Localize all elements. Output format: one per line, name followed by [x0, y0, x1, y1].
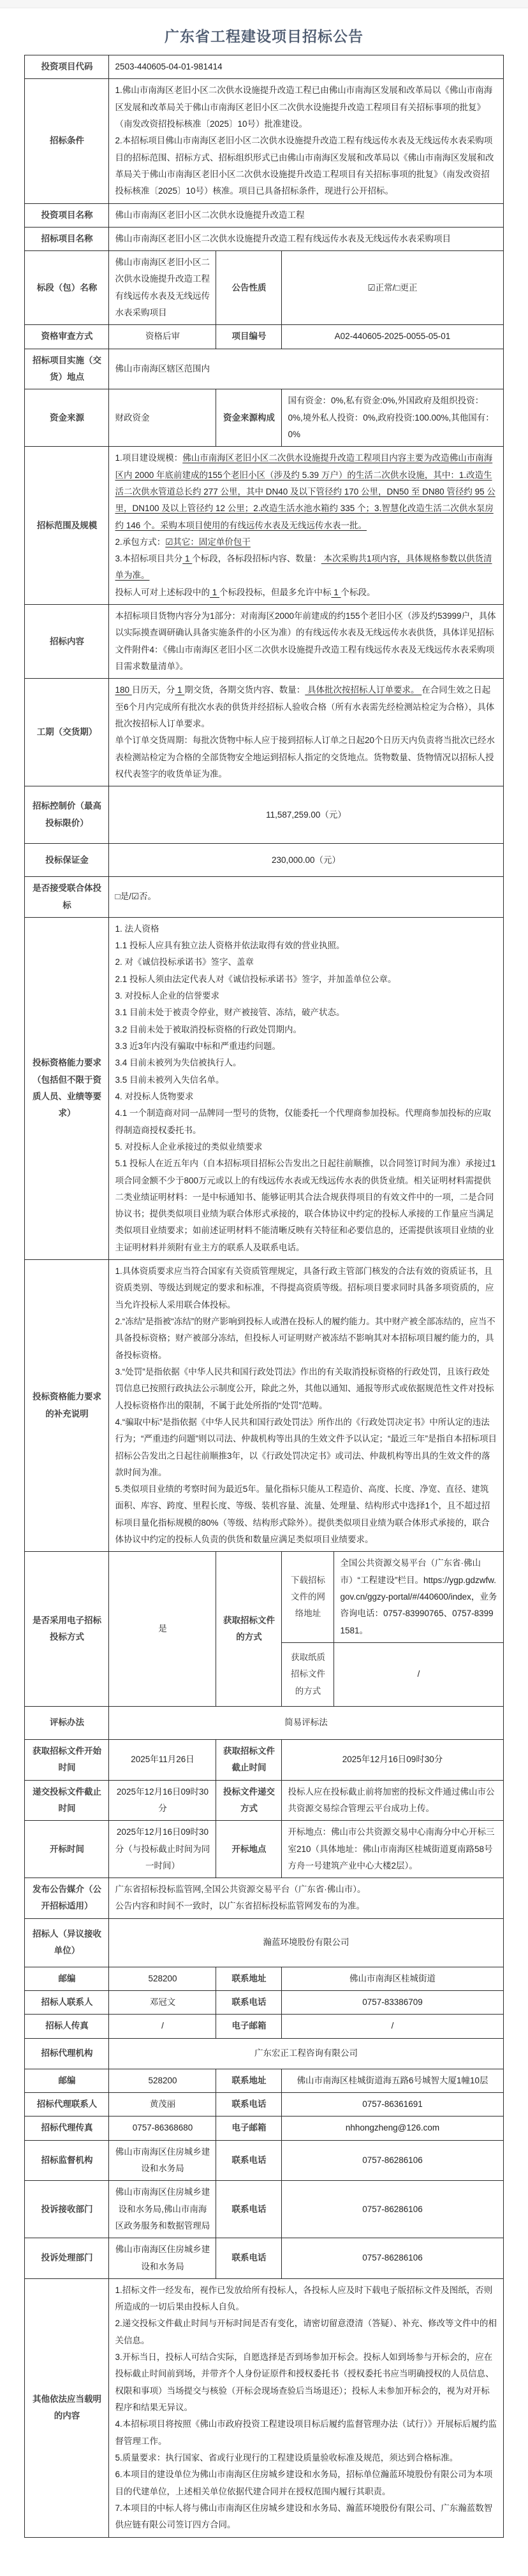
qualification-supplement-label: 投标资格能力要求的补充说明	[25, 1260, 109, 1552]
tender-project-name-label: 招标项目名称	[25, 227, 109, 250]
other-content-label: 其他依法应当载明的内容	[25, 2278, 109, 2537]
complaint-receiving-value: 佛山市南海区住房城乡建设和水务局,佛山市南海区政务服务和数据管理局	[109, 2181, 216, 2238]
obtain-end-label: 获取招标文件截止时间	[216, 1739, 282, 1780]
paragraph: 1.佛山市南海区老旧小区二次供水设施提升改造工程已由佛山市南海区发展和改革局以《佛山市南海区发展和改革局关于佛山市南海区老旧小区二次供水设施提升改造工程项目有关招标事项的批复》（南发改资招投标核准〔2025〕10号）批准建设。	[115, 85, 493, 129]
evaluation-value: 简易评标法	[109, 1706, 503, 1739]
paragraph: 本招标项目货物内容分为1部分：对南海区2000年前建成的约155个老旧小区（涉及约53999户，具体以实际摸查调研确认具备实施条件的小区为准）的有线远传水表及无线远传水表供货，具体详见招标文件附件4：《佛山市南海区老旧小区二次供水设施提升改造工程有线远传水表及无线远传水表采购项目需求数量清单》。	[115, 611, 496, 671]
paragraph: 单个订单交货周期：每批次货物中标人应于接到招标人订单之日起20个日历天内负责将当批次已经水表检测站检定为合格的全部货物安全地运到招标人指定的交货地点。货物数量、货物情况以招标人授权代表签字的收货单证为准。	[115, 735, 495, 779]
tenderer-fax-label: 招标人传真	[25, 2015, 109, 2038]
row-tender-content	[25, 605, 503, 679]
project-number-value: A02-440605-2025-0055-05-01	[282, 325, 503, 349]
row-tenderer-contact	[25, 1991, 503, 2015]
media-label: 发布公告媒介（公开招标适用）	[25, 1878, 109, 1919]
agency-value: 广东宏正工程咨询有限公司	[109, 2038, 503, 2069]
paragraph: 4. 对投标人货物要求	[115, 1091, 194, 1101]
duration-label: 工期（交货期）	[25, 679, 109, 786]
tenderer-phone-label: 联系电话	[216, 1991, 282, 2015]
paragraph: 3.3 近3年内没有骗取中标和严重违约问题。	[115, 1041, 281, 1051]
row-other-content	[25, 2278, 503, 2537]
scope-value	[109, 447, 503, 605]
row-duration	[25, 679, 503, 786]
row-evaluation	[25, 1706, 503, 1739]
opening-time-value: 2025年12月16日09时30分（与投标截止时间为同一时间）	[109, 1821, 216, 1878]
consortium-value: □是/☑否。	[109, 877, 503, 918]
paragraph: 5.质量要求：执行国家、省或行业现行的工程建设质量验收标准及规范，须达到合格标准。	[115, 2452, 458, 2463]
agency-postcode-value: 528200	[109, 2069, 216, 2092]
tender-content-value	[109, 605, 503, 679]
row-tenderer-post	[25, 1967, 503, 1990]
submit-method-value: 投标人应在投标截止前将加密的投标文件通过佛山市公共资源交易综合管理云平台成功上传。	[282, 1780, 503, 1821]
row-tender-conditions	[25, 79, 503, 203]
paragraph: 3.开标当日，投标人可结合实际，自愿选择是否到场参加开标会。投标人如到场参与开标会的，应在投标截止时间前到场，并带齐个人身份证原件和授权委托书（授权委托书应当明确授权的人员信息、权限和事项）当场提交与核验（开标会现场查验后当场退还）；投标人未参加开标会的，视为对开标程序和结果无异议。	[115, 2352, 494, 2412]
paragraph: 3.“处罚”是指依据《中华人民共和国行政处罚法》作出的有关取消投标资格的行政处罚，且该行政处罚信息已按照行政执法公示制度公开，除此之外，其他以通知、通报等形式或依据规范性文件对投标人投标资格作出的限制，不属于此处所指的“处罚”范畴。	[115, 1366, 494, 1410]
complaint-handling-phone-label: 联系电话	[216, 2238, 282, 2279]
row-control-price	[25, 786, 503, 844]
paragraph: 3.1 目前未处于被责令停业，财产被接管、冻结，破产状态。	[115, 1008, 345, 1018]
row-agency-contact	[25, 2093, 503, 2117]
delivery-place-label: 招标项目实施（交货）地点	[25, 349, 109, 389]
tender-project-name-value: 佛山市南海区老旧小区二次供水设施提升改造工程有线远传水表及无线远传水表采购项目	[109, 227, 503, 250]
tenderer-phone-value: 0757-83386709	[282, 1991, 503, 2015]
tenderer-postcode-value: 528200	[109, 1967, 216, 1990]
qualification-req-value	[109, 917, 503, 1259]
paragraph: 广东省招标投标监管网,全国公共资源交易平台（广东省·佛山市）。	[115, 1885, 366, 1895]
bid-bond-value: 230,000.00（元）	[109, 844, 503, 877]
row-invest-project-name	[25, 203, 503, 227]
opening-place-value: 开标地点：佛山市公共资源交易中心南海分中心开标三室210（具体地址：佛山市南海区桂城街道夏南路58号方舟一号建筑产业中心大楼2层）。	[282, 1821, 503, 1878]
paragraph: 投标人可对上述标段中的 1 个标段投标，但最多允许中标 1 个标段。	[115, 587, 376, 597]
page-title: 广东省工程建设项目招标公告	[165, 28, 363, 45]
project-number-label: 项目编号	[216, 325, 282, 349]
row-submit-deadline	[25, 1780, 503, 1821]
tenderer-email-label: 电子邮箱	[216, 2015, 282, 2038]
qualification-req-label: 投标资格能力要求（包括但不限于资质人员、业绩等要求）	[25, 917, 109, 1259]
complaint-receiving-label: 投诉接收部门	[25, 2181, 109, 2238]
notice-nature-label: 公告性质	[216, 251, 282, 325]
row-consortium	[25, 877, 503, 918]
fund-composition-value: 国有资金：0%,私有资金:0%,外国政府及组织投资：0%,境外私人投资：0%,政府投资:100.00%,其他国有：0%	[282, 389, 503, 447]
duration-value	[109, 679, 503, 786]
row-tenderer-fax	[25, 2015, 503, 2038]
row-qualification-req	[25, 917, 503, 1259]
row-tender-project-name	[25, 227, 503, 250]
paragraph: 4.“骗取中标”是指依据《中华人民共和国行政处罚法》所作出的《行政处罚决定书》中所认定的违法行为；“严重违约问题”则以司法、仲裁机构等出具的生效文件予以认定；“最近三年”是指自本招标项目招标公告发出之日起往前顺推3年，以《行政处罚决定书》或司法、仲裁机构等出具的生效文件的落款时间为准。	[115, 1417, 497, 1477]
paragraph: 5.类似项目业绩的考察时间为最近5年。量化指标只能从工程造价、高度、长度、净宽、直径、建筑面积、库容、跨度、里程长度、等级、装机容量、流量、处理量、结构形式中选择1个，且不超过招标项目量化指标规模的80%（等级、结构形式除外）。提供类似项目业绩为联合体形式承接的，联合体协议中约定的投标人负责的供货和数量应满足类似项目业绩要求。	[115, 1484, 490, 1545]
agency-address-value: 佛山市南海区桂城街道海五路6号城智大厦1幢10层	[282, 2069, 503, 2092]
fund-source-label: 资金来源	[25, 389, 109, 447]
paragraph: 1. 法人资格	[115, 923, 159, 934]
tenderer-contact-label: 招标人联系人	[25, 1991, 109, 2015]
consortium-label: 是否接受联合体投标	[25, 877, 109, 918]
agency-label: 招标代理机构	[25, 2038, 109, 2069]
row-scope	[25, 447, 503, 605]
download-address-label: 下载招标文件的网络地址	[282, 1552, 334, 1643]
submit-deadline-label: 递交投标文件截止时间	[25, 1780, 109, 1821]
row-project-code	[25, 55, 503, 79]
row-tenderer	[25, 1918, 503, 1967]
paragraph: 2. 对《诚信投标承诺书》签字、盖章	[115, 957, 254, 967]
row-agency-fax	[25, 2117, 503, 2140]
tenderer-label: 招标人（异议接收单位）	[25, 1918, 109, 1967]
complaint-handling-phone-value: 0757-86286106	[282, 2238, 503, 2279]
tenderer-postcode-label: 邮编	[25, 1967, 109, 1990]
agency-address-label: 联系地址	[216, 2069, 282, 2092]
supervisor-phone-value: 0757-86286106	[282, 2140, 503, 2181]
paragraph: 1.项目建设规模：佛山市南海区老旧小区二次供水设施提升改造工程项目内容主要为改造佛山市南海区内 2000 年底前建成的155个老旧小区（涉及约 5.39 万户）的生活二次供水设施，其中：1.改造生活二次供水管道总长约 277 公里，其中 DN40 及以下管径约 170 公里，DN50 至 DN80 管径约 95 公里，DN100 及以上管径约 12 公里；2.改造生活水池水箱约 335 个；3.智慧化改造生活二次供水泵房约 146 个。采购本项目使用的有线远传水表及无线远传水表一批。	[115, 453, 495, 530]
row-bid-bond	[25, 844, 503, 877]
obtain-start-label: 获取招标文件开始时间	[25, 1739, 109, 1780]
e-bidding-value: 是	[109, 1552, 216, 1707]
row-media	[25, 1878, 503, 1919]
complaint-handling-value: 佛山市南海区住房城乡建设和水务局	[109, 2238, 216, 2279]
tender-conditions-value	[109, 79, 503, 203]
paper-method-value: /	[334, 1642, 503, 1706]
agency-email-value: nhhongzheng@126.com	[282, 2117, 503, 2140]
obtain-end-value: 2025年12月16日09时30分	[282, 1739, 503, 1780]
supervisor-label: 招标监督机构	[25, 2140, 109, 2181]
other-content-value	[109, 2278, 503, 2537]
paragraph: 1.1 投标人应具有独立法人资格并依法取得有效的营业执照。	[115, 941, 345, 951]
fund-composition-label: 资金来源构成	[216, 389, 282, 447]
complaint-handling-label: 投诉处理部门	[25, 2238, 109, 2279]
paragraph: 3.4 目前未被列为失信被执行人。	[115, 1058, 242, 1068]
tenderer-email-value: /	[282, 2015, 503, 2038]
paragraph: 6.本项目的建设单位为佛山市南海区住房城乡建设和水务局，招标单位瀚蓝环境股份有限公司为本项目的代建单位，上述相关单位依据代建合同并在授权范围内履行其职责。	[115, 2470, 493, 2496]
fund-source-value: 财政资金	[109, 389, 216, 447]
qualification-mode-label: 资格审查方式	[25, 325, 109, 349]
agency-fax-value: 0757-86368680	[109, 2117, 216, 2140]
paragraph: 4.本招标项目将按照《佛山市政府投资工程建设项目标后履约监督管理办法（试行）》开展标后履约监督管理工作。	[115, 2419, 497, 2446]
download-address-value: 全国公共资源交易平台（广东省·佛山市）“工程建设”栏目。https://ygp.gdzwfw.gov.cn/ggzy-portal/#/440600/index，业务咨询电话：0757-83990765、0757-83991581。	[334, 1552, 503, 1643]
paragraph: 2.承包方式：☑其它：固定单价包干	[115, 537, 251, 547]
delivery-place-value: 佛山市南海区辖区范围内	[109, 349, 503, 389]
obtain-start-value: 2025年11月26日	[109, 1739, 216, 1780]
e-bidding-label: 是否采用电子招标投标方式	[25, 1552, 109, 1707]
supervisor-value: 佛山市南海区住房城乡建设和水务局	[109, 2140, 216, 2181]
tender-announcement-table	[24, 55, 503, 2538]
agency-phone-label: 联系电话	[216, 2093, 282, 2117]
tender-conditions-label: 招标条件	[25, 79, 109, 203]
tender-content-label: 招标内容	[25, 605, 109, 679]
agency-email-label: 电子邮箱	[216, 2117, 282, 2140]
row-fund-source	[25, 389, 503, 447]
page-top-strip	[0, 0, 528, 8]
scope-label: 招标范围及规模	[25, 447, 109, 605]
paragraph: 2.“冻结”是指被“冻结”的财产影响到投标人或潜在投标人的履约能力。其中财产被全部冻结的，应当不具备投标资格；财产被部分冻结，但投标人可证明财产被冻结不影响其对本招标项目履约能力的，具备投标资格。	[115, 1317, 495, 1360]
submit-deadline-value: 2025年12月16日09时30分	[109, 1780, 216, 1821]
paragraph: 4.1 一个制造商对同一品牌同一型号的货物，仅能委托一个代理商参加投标。代理商参加投标的应取得制造商授权委托书。	[115, 1108, 492, 1135]
section-name-label: 标段（包）名称	[25, 251, 109, 325]
supervisor-phone-label: 联系电话	[216, 2140, 282, 2181]
tenderer-address-value: 佛山市南海区桂城街道	[282, 1967, 503, 1990]
paragraph: 公告内容和时间不一致时，以广东省招标投标监管网发布的为准。	[115, 1901, 365, 1911]
paragraph: 7.本项目的中标人将与佛山市南海区住房城乡建设和水务局、瀚蓝环境股份有限公司、广东瀚蓝数智供应链有限公司签订四方合同。	[115, 2503, 493, 2530]
agency-postcode-label: 邮编	[25, 2069, 109, 2092]
submit-method-label: 投标文件递交方式	[216, 1780, 282, 1821]
agency-contact-value: 黄茂丽	[109, 2093, 216, 2117]
complaint-receiving-phone-value: 0757-86286106	[282, 2181, 503, 2238]
evaluation-label: 评标办法	[25, 1706, 109, 1739]
complaint-receiving-phone-label: 联系电话	[216, 2181, 282, 2238]
paragraph: 3. 对投标人企业的信誉要求	[115, 991, 219, 1001]
paragraph: 3.5 目前未被列入失信名单。	[115, 1075, 224, 1085]
paragraph: 2.1 投标人须由法定代表人对《诚信投标承诺书》签字，并加盖单位公章。	[115, 974, 397, 984]
row-supervisor	[25, 2140, 503, 2181]
project-code-label: 投资项目代码	[25, 55, 109, 79]
row-agency-post	[25, 2069, 503, 2092]
invest-project-name-value: 佛山市南海区老旧小区二次供水设施提升改造工程	[109, 203, 503, 227]
row-agency	[25, 2038, 503, 2069]
paper-method-label: 获取纸质招标文件的方式	[282, 1642, 334, 1706]
control-price-value: 11,587,259.00（元）	[109, 786, 503, 844]
row-complaint-receiving	[25, 2181, 503, 2238]
paragraph: 5.1 投标人在近五年内（自本招标项目招标公告发出之日起往前顺推，以合同签订时间为准）承接过1项合同金额不少于800万元或以上的有线远传水表或无线远传水表的供货业绩。相关证明材料需提供二类业绩证明材料：一是中标通知书、能够证明其合法合规获得项目的有效文件中的一项，二是合同协议书；提供类似项目业绩为联合体形式承接的，联合体协议中约定的投标人承接的工作量应当满足类似项目业绩要求；如前述证明材料不能清晰反映有关特征和必要信息的，还需提供该项目业绩的业主证明材料并须附有业主方的联系人及联系电话。	[115, 1159, 496, 1252]
control-price-label: 招标控制价（最高投标限价）	[25, 786, 109, 844]
media-value	[109, 1878, 503, 1919]
row-obtain-time	[25, 1739, 503, 1780]
qualification-supplement-value	[109, 1260, 503, 1552]
opening-time-label: 开标时间	[25, 1821, 109, 1878]
row-e-bidding	[25, 1552, 503, 1643]
paragraph: 3.本招标项目共分 1 个标段，各标段招标内容、数量： 本次采购共1项内容，具体规格参数以供货清单为准。	[115, 554, 492, 581]
notice-nature-value: ☑正常/□更正	[282, 251, 503, 325]
agency-phone-value: 0757-86361691	[282, 2093, 503, 2117]
paragraph: 180 日历天，分 1 期交货，各期交货内容、数量： 具体批次按招标人订单要求。 在合同生效之日起至6个月内完成所有批次水表的供货并经招标人验收合格（所有水表需先经检测站检定为合格），具体批次按招标人订单要求。	[115, 685, 495, 728]
paragraph: 1.具体资质要求应当符合国家有关资质管理规定，具备行政主管部门核发的合法有效的资质证书，且资质类别、等级达到规定的要求和标准，不得提高资质等级。招标项目要求同时具备多项资质的，应当允许投标人采用联合体投标。	[115, 1266, 494, 1310]
paragraph: 3.2 目前未处于被取消投标资格的行政处罚期内。	[115, 1024, 302, 1034]
paragraph: 5. 对投标人企业承接过的类似业绩要求	[115, 1141, 263, 1152]
tenderer-address-label: 联系地址	[216, 1967, 282, 1990]
row-qualification-supplement	[25, 1260, 503, 1552]
paragraph: 1.招标文件一经发布，视作已发放给所有投标人，各投标人应及时下载电子版招标文件及图纸，否则所造成的一切后果由投标人自负。	[115, 2285, 493, 2312]
obtain-method-label: 获取招标文件的方式	[216, 1552, 282, 1707]
agency-contact-label: 招标代理联系人	[25, 2093, 109, 2117]
section-name-value: 佛山市南海区老旧小区二次供水设施提升改造工程有线远传水表及无线远传水表采购项目	[109, 251, 216, 325]
opening-place-label: 开标地点	[216, 1821, 282, 1878]
row-opening	[25, 1821, 503, 1878]
paragraph: 2.本招标项目佛山市南海区老旧小区二次供水设施提升改造工程有线远传水表及无线远传水表采购项目的招标范围、招标方式、招标组织形式已由佛山市南海区发展和改革局以《佛山市南海区发展和改革局关于佛山市南海区老旧小区二次供水设施提升改造工程项目有关招标事项的批复》（南发改资招投标核准〔2025〕10号）核准。项目已具备招标条件，现进行公开招标。	[115, 136, 494, 196]
project-code-value: 2503-440605-04-01-981414	[109, 55, 503, 79]
qualification-mode-value: 资格后审	[109, 325, 216, 349]
agency-fax-label: 招标代理传真	[25, 2117, 109, 2140]
row-qualification-mode	[25, 325, 503, 349]
tenderer-value: 瀚蓝环境股份有限公司	[109, 1918, 503, 1967]
bid-bond-label: 投标保证金	[25, 844, 109, 877]
row-section-name	[25, 251, 503, 325]
invest-project-name-label: 投资项目名称	[25, 203, 109, 227]
paragraph: 2.递交投标文件截止时间与开标时间是否有变化，请密切留意澄清（答疑）、补充、修改等文件中的相关信息。	[115, 2319, 497, 2345]
row-delivery-place	[25, 349, 503, 389]
tenderer-fax-value: /	[109, 2015, 216, 2038]
tenderer-contact-value: 邓冠文	[109, 1991, 216, 2015]
row-complaint-handling	[25, 2238, 503, 2279]
